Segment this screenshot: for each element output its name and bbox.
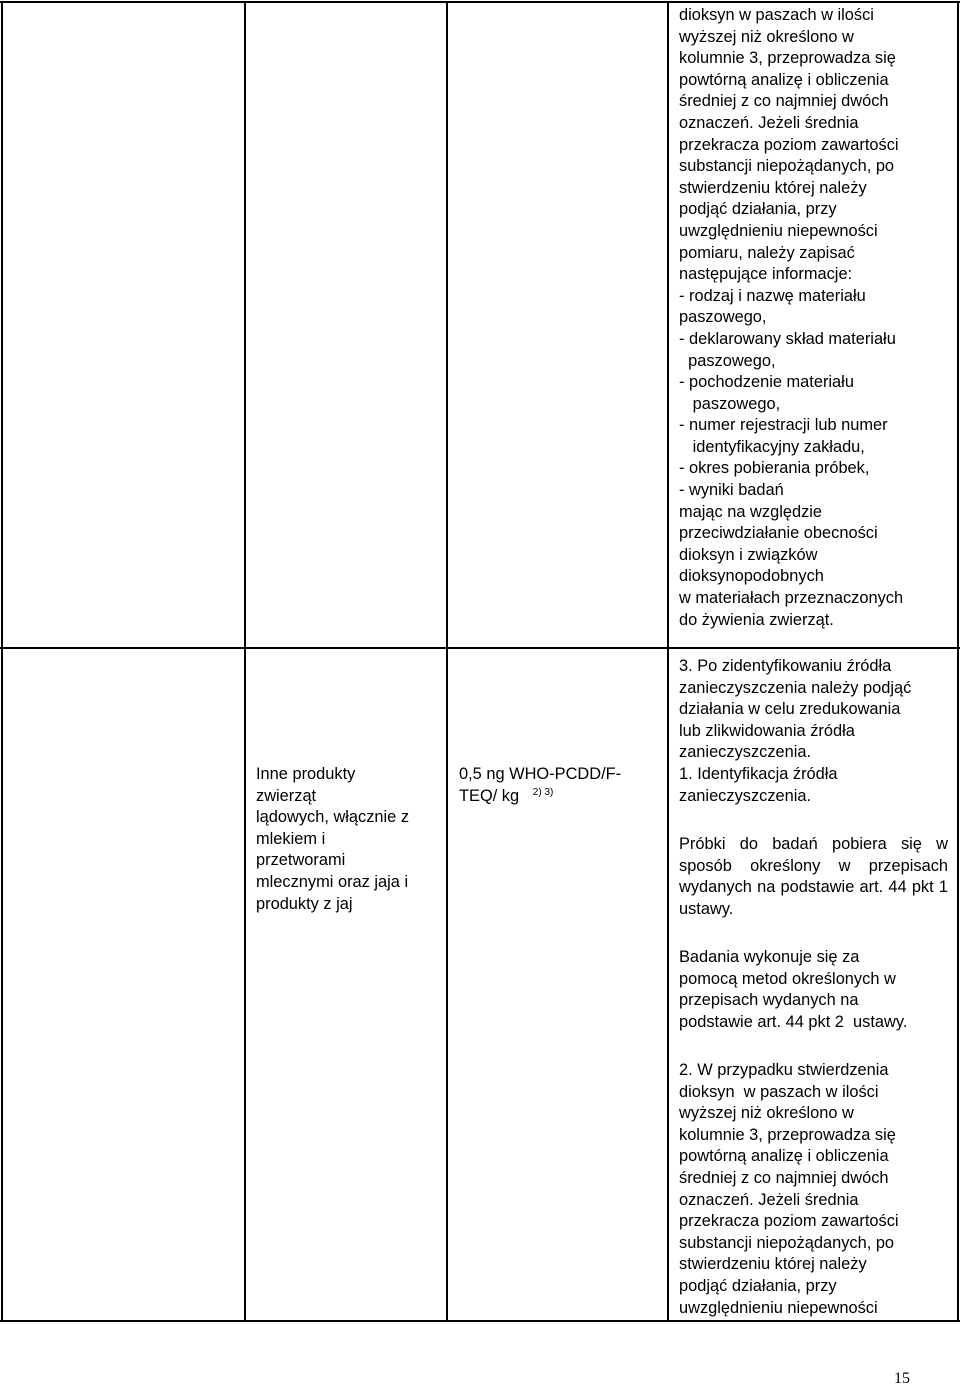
text-line: wyższej niż określono w <box>679 27 854 46</box>
text-line: zwierząt <box>256 786 317 805</box>
text-line: lądowych, włącznie z <box>256 808 410 827</box>
text-line: następujące informacje: <box>679 265 853 284</box>
text-line: - okres pobierania próbek, <box>679 459 870 478</box>
text-line: zanieczyszczenia należy podjąć <box>679 678 912 697</box>
row-divider-rule <box>0 647 960 649</box>
text-line: podjąć działania, przy <box>679 200 837 219</box>
text-line: stwierdzeniu której należy <box>679 178 867 197</box>
text-line: powtórną analizę i obliczenia <box>679 70 889 89</box>
text-line: zanieczyszczenia. <box>679 743 812 762</box>
text-line: przepisach wydanych na <box>679 991 859 1010</box>
text-line: paszowego, <box>679 308 767 327</box>
sampling-paragraph: Próbki do badań pobiera się w sposób określony w przepisach wydanych na podstawie art. 44 pkt 1 ustawy. <box>679 835 948 918</box>
dioxin-finding-text <box>679 1060 899 1319</box>
text-line: kolumnie 3, przeprowadza się <box>679 49 896 68</box>
text-line: kolumnie 3, przeprowadza się <box>679 1125 896 1144</box>
table-top-rule <box>0 1 960 3</box>
text-line: dioksyn i związków <box>679 545 818 564</box>
text-line: podstawie art. 44 pkt 2 ustawy. <box>679 1012 908 1031</box>
text-line: - pochodzenie materiału <box>679 373 854 392</box>
text-line: oznaczeń. Jeżeli średnia <box>679 113 859 132</box>
text-line: - deklarowany skład materiału <box>679 329 896 348</box>
text-line: paszowego, <box>679 394 781 413</box>
text-line: uwzględnieniu niepewności <box>679 1298 878 1317</box>
column-rule-5 <box>957 1 959 1322</box>
limit-value <box>459 764 621 807</box>
procedure-text-continuation <box>679 5 903 631</box>
text-line: wyższej niż określono w <box>679 1104 854 1123</box>
limit-unit: TEQ/ kg <box>459 786 520 805</box>
text-line: dioksyn w paszach w ilości <box>679 6 874 24</box>
text-line: lub zlikwidowania źródła <box>679 721 855 740</box>
text-line: pomiaru, należy zapisać <box>679 243 855 262</box>
text-line: - numer rejestracji lub numer <box>679 416 888 435</box>
text-line: przetworami <box>256 851 346 870</box>
column-rule-4 <box>667 1 669 1322</box>
footnote-ref: 2) 3) <box>532 786 554 798</box>
text-line: - rodzaj i nazwę materiału <box>679 286 866 305</box>
column-rule-1 <box>1 1 3 1322</box>
text-line: dioksynopodobnych <box>679 567 824 586</box>
limit-line-2 <box>459 786 621 808</box>
table-bottom-rule <box>0 1320 960 1322</box>
text-line: paszowego, <box>679 351 776 370</box>
text-line: substancji niepożądanych, po <box>679 1233 895 1252</box>
text-line: Inne produkty <box>256 765 356 783</box>
text-line: produkty z jaj <box>256 894 353 913</box>
text-line: średniej z co najmniej dwóch <box>679 1168 889 1187</box>
text-line: podjąć działania, przy <box>679 1276 837 1295</box>
text-line: uwzględnieniu niepewności <box>679 221 878 240</box>
product-description <box>256 764 409 915</box>
text-line: - wyniki badań <box>679 481 784 500</box>
text-line: w materiałach przeznaczonych <box>679 589 904 608</box>
text-line: powtórną analizę i obliczenia <box>679 1147 889 1166</box>
page-number: 15 <box>894 1370 910 1387</box>
text-line: dioksyn w paszach w ilości <box>679 1082 879 1101</box>
text-line: oznaczeń. Jeżeli średnia <box>679 1190 859 1209</box>
column-rule-3 <box>446 1 448 1322</box>
text-line: przekracza poziom zawartości <box>679 135 899 154</box>
text-line: przeciwdziałanie obecności <box>679 524 878 543</box>
text-line: do żywienia zwierząt. <box>679 610 834 629</box>
text-line: działania w celu zredukowania <box>679 700 901 719</box>
text-line: przekracza poziom zawartości <box>679 1212 899 1231</box>
text-line: identyfikacyjny zakładu, <box>679 437 865 456</box>
text-line: 3. Po zidentyfikowaniu źródła <box>679 657 892 675</box>
limit-line-1: 0,5 ng WHO-PCDD/F- <box>459 765 622 783</box>
text-line: 2. W przypadku stwierdzenia <box>679 1061 889 1079</box>
text-line: mlecznymi oraz jaja i <box>256 872 409 891</box>
column-rule-2 <box>244 1 246 1322</box>
methods-paragraph <box>679 947 907 1033</box>
text-line: średniej z co najmniej dwóch <box>679 92 889 111</box>
text-line: Badania wykonuje się za <box>679 948 860 966</box>
text-line: mlekiem i <box>256 829 326 848</box>
text-line: pomocą metod określonych w <box>679 969 896 988</box>
text-line: substancji niepożądanych, po <box>679 157 895 176</box>
text-line: mając na względzie <box>679 502 823 521</box>
text-line: 1. Identyfikacja źródła <box>679 764 838 783</box>
source-identification-text <box>679 656 911 807</box>
text-line: stwierdzeniu której należy <box>679 1255 867 1274</box>
text-line: zanieczyszczenia. <box>679 786 812 805</box>
